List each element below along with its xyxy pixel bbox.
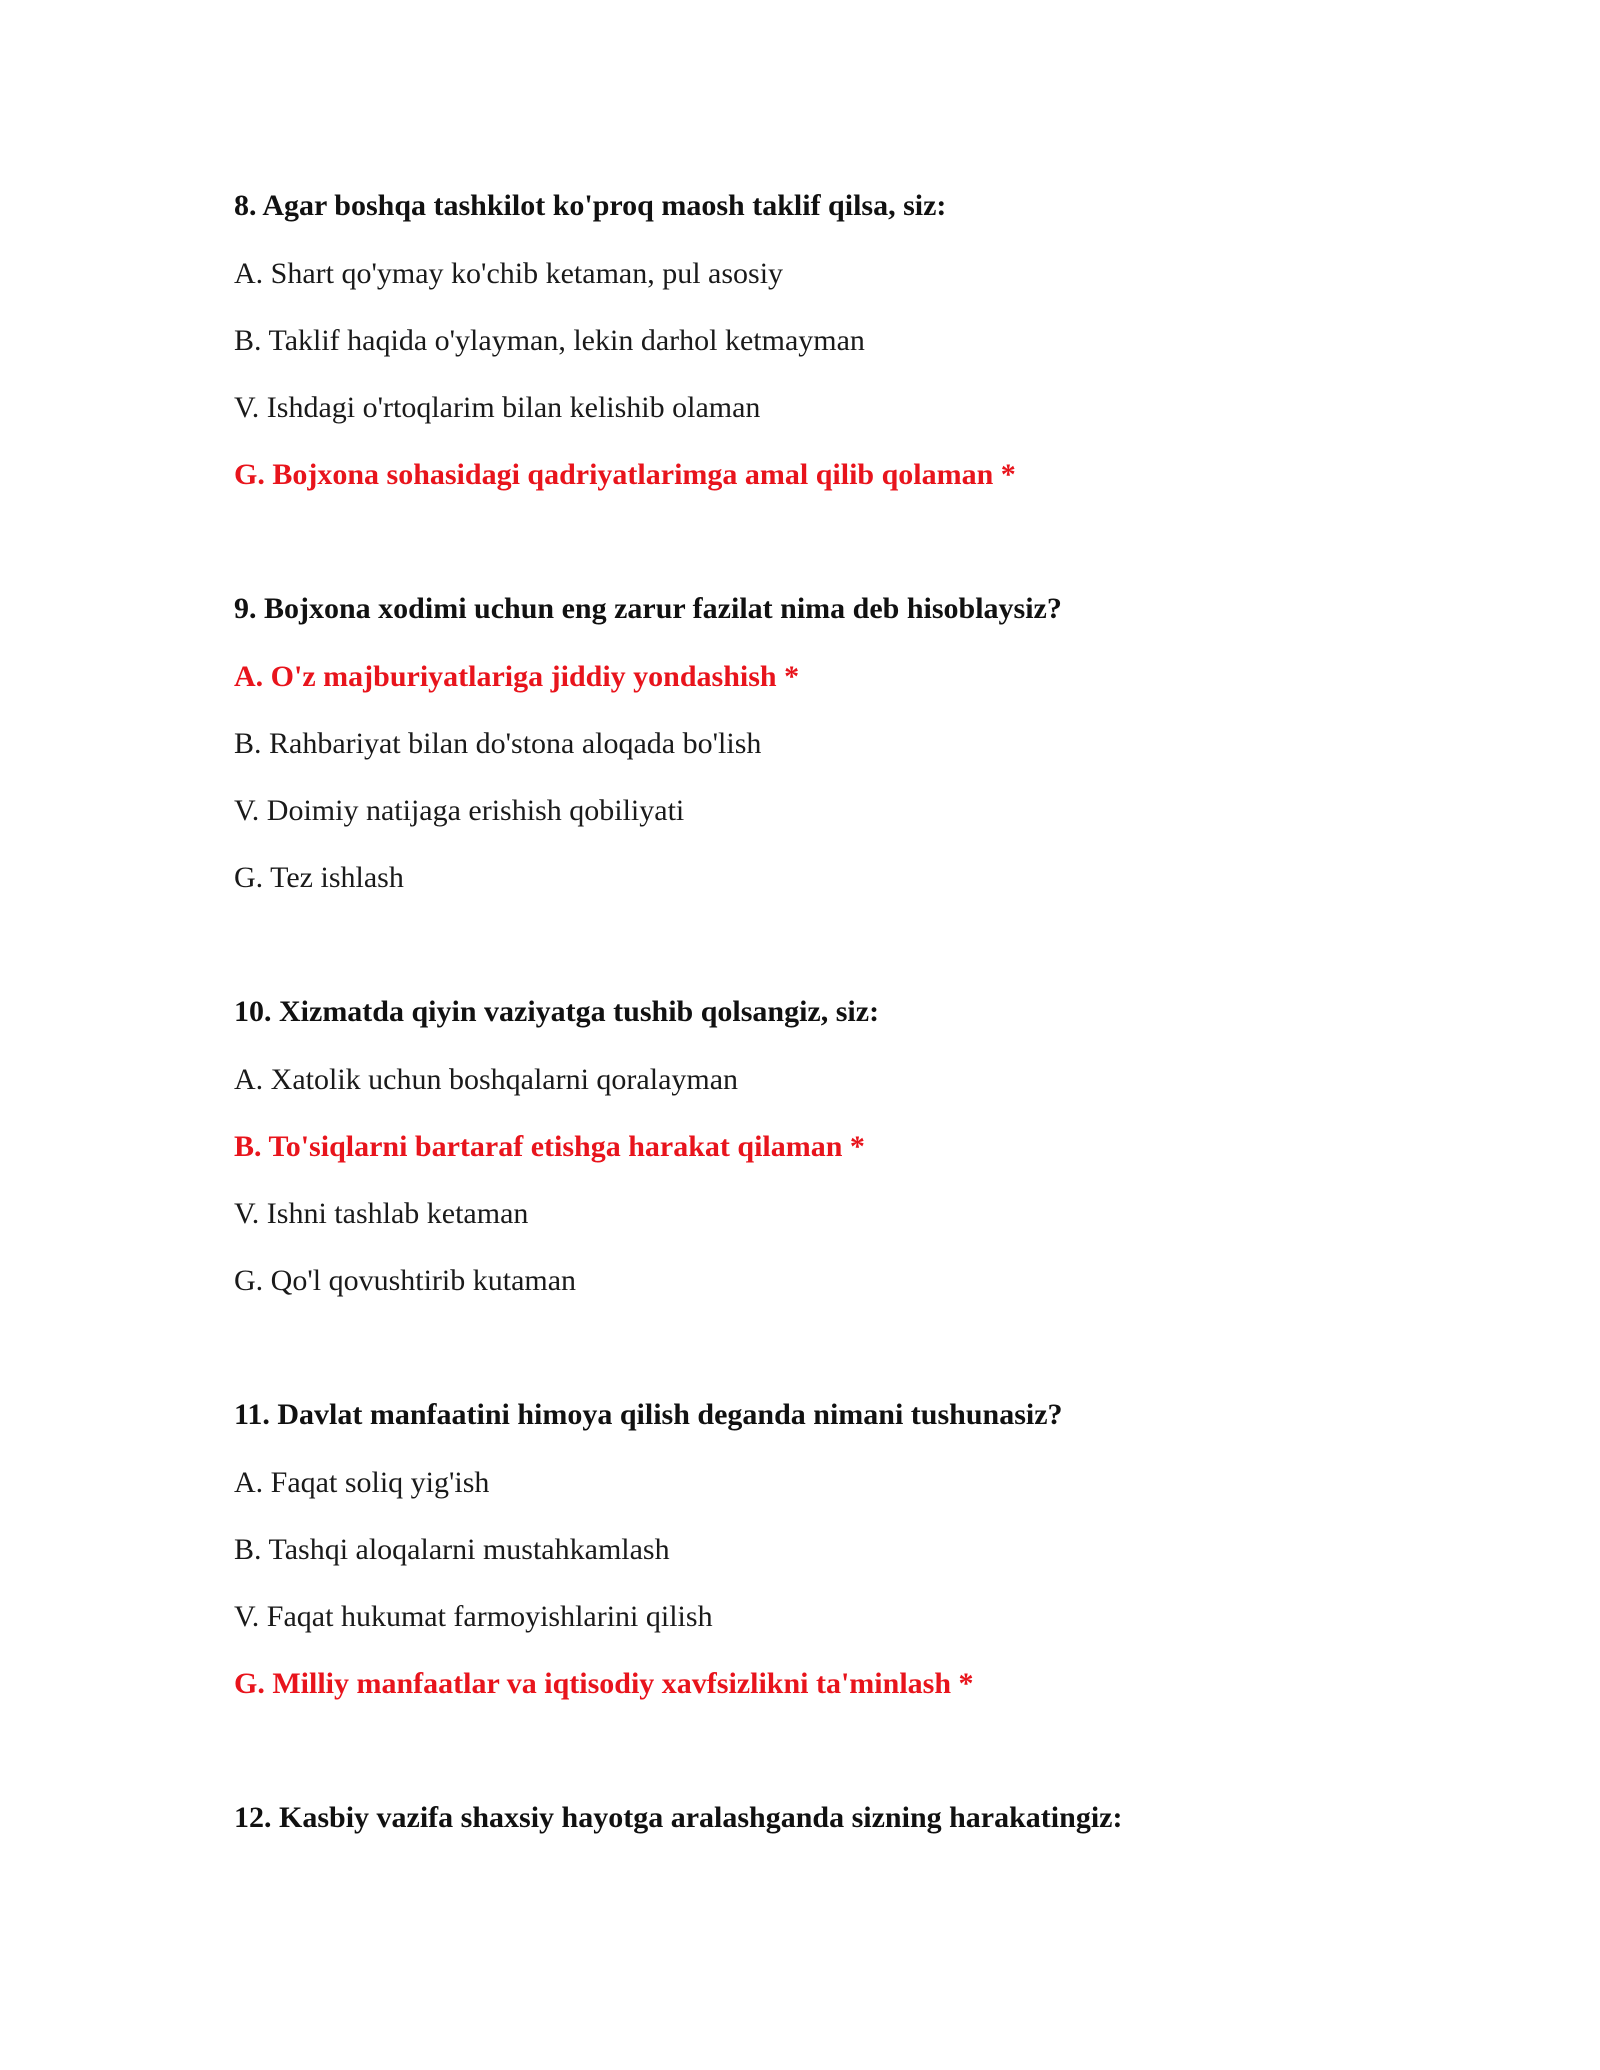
question-title: 10. Xizmatda qiyin vaziyatga tushib qolsangiz, siz: <box>234 995 880 1028</box>
answer-option-v: V. Ishdagi o'rtoqlarim bilan kelishib olaman <box>234 391 761 424</box>
question-title: 8. Agar boshqa tashkilot ko'proq maosh taklif qilsa, siz: <box>234 189 947 222</box>
correct-answer-option-g: G. Bojxona sohasidagi qadriyatlarimga amal qilib qolaman * <box>234 458 1016 491</box>
answer-option-b: B. Rahbariyat bilan do'stona aloqada bo'lish <box>234 727 762 760</box>
answer-option-v: V. Faqat hukumat farmoyishlarini qilish <box>234 1600 713 1633</box>
correct-answer-option-a: A. O'z majburiyatlariga jiddiy yondashish * <box>234 660 800 693</box>
question-9 <box>234 589 1434 898</box>
answer-option-a: A. Xatolik uchun boshqalarni qoralayman <box>234 1063 739 1096</box>
question-spacer <box>234 925 1434 992</box>
answer-option-v: V. Ishni tashlab ketaman <box>234 1197 529 1230</box>
question-8 <box>234 186 1434 495</box>
question-title: 11. Davlat manfaatini himoya qilish deganda nimani tushunasiz? <box>234 1398 1063 1431</box>
answer-option-b: B. Taklif haqida o'ylayman, lekin darhol ketmayman <box>234 324 865 357</box>
question-spacer <box>234 1731 1434 1798</box>
question-spacer <box>234 1328 1434 1395</box>
answer-option-a: A. Shart qo'ymay ko'chib ketaman, pul asosiy <box>234 257 784 290</box>
question-title: 12. Kasbiy vazifa shaxsiy hayotga aralashganda sizning harakatingiz: <box>234 1801 1123 1834</box>
question-11 <box>234 1395 1434 1704</box>
answer-option-g: G. Qo'l qovushtirib kutaman <box>234 1264 577 1297</box>
question-12 <box>234 1798 1434 1838</box>
question-title: 9. Bojxona xodimi uchun eng zarur fazilat nima deb hisoblaysiz? <box>234 592 1062 625</box>
correct-answer-option-g: G. Milliy manfaatlar va iqtisodiy xavfsizlikni ta'minlash * <box>234 1667 974 1700</box>
document-page <box>234 186 1434 1866</box>
correct-answer-option-b: B. To'siqlarni bartaraf etishga harakat qilaman * <box>234 1130 865 1163</box>
question-10 <box>234 992 1434 1301</box>
answer-option-a: A. Faqat soliq yig'ish <box>234 1466 490 1499</box>
answer-option-g: G. Tez ishlash <box>234 861 404 894</box>
question-spacer <box>234 522 1434 589</box>
answer-option-b: B. Tashqi aloqalarni mustahkamlash <box>234 1533 670 1566</box>
answer-option-v: V. Doimiy natijaga erishish qobiliyati <box>234 794 685 827</box>
